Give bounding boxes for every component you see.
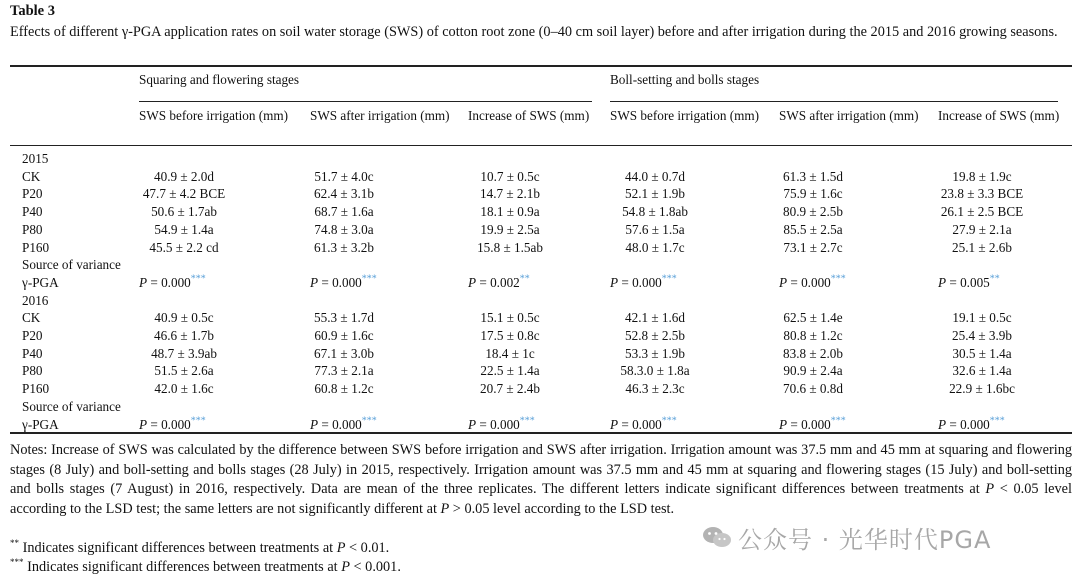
- table-cell: 52.1 ± 1.9b: [625, 186, 685, 202]
- table-cell: 32.6 ± 1.4a: [952, 363, 1012, 379]
- table-notes: Notes: Increase of SWS was calculated by the difference between SWS before irrigation and SWS after irrigation. Irrigation amount was 37.5 mm and 45 mm at squaring and flowering stages (8 July) and boll-setting and bolls stages (28 July) in 2015, respectively. Irrigation amount was 37.5 mm and 45 mm at squaring and flowering stages (15 July) and boll-setting and bolls stages (7 August) in 2016, respectively. Data are mean of the three replicates. The different letters indicate significant differences between treatments at P < 0.05 level according to the LSD test; the same letters are not significantly different at P > 0.05 level according to the LSD test.: [10, 442, 1072, 517]
- wechat-icon: [702, 525, 732, 557]
- table-cell: 58.3.0 ± 1.8a: [620, 363, 690, 379]
- table-cell: 90.9 ± 2.4a: [783, 363, 843, 379]
- p-value-cell: P = 0.000***: [310, 273, 377, 290]
- table-cell: 17.5 ± 0.8c: [480, 328, 540, 343]
- table-cell: 51.7 ± 4.0c: [314, 168, 374, 184]
- p-value-cell: P = 0.000***: [468, 415, 535, 432]
- table-cell: 61.3 ± 3.2b: [314, 239, 374, 255]
- table-cell: 50.6 ± 1.7ab: [151, 204, 217, 220]
- table-cell: 52.8 ± 2.5b: [625, 328, 685, 343]
- table-cell: 48.0 ± 1.7c: [625, 239, 685, 255]
- table-cell: 75.9 ± 1.6c: [783, 186, 843, 202]
- table-cell: 18.1 ± 0.9a: [480, 204, 540, 220]
- table-cell: 20.7 ± 2.4b: [480, 381, 540, 397]
- p-value-cell: P = 0.000***: [610, 273, 677, 290]
- table-cell: 80.9 ± 2.5b: [783, 204, 843, 220]
- treatment-name: P160: [22, 239, 50, 255]
- table-cell: 60.8 ± 1.2c: [314, 381, 374, 397]
- table-top-rule: [10, 65, 1072, 67]
- p-value-cell: P = 0.002**: [468, 273, 530, 290]
- table-cell: 60.9 ± 1.6c: [314, 328, 374, 343]
- table-cell: 22.5 ± 1.4a: [480, 363, 540, 379]
- treatment-name: P160: [22, 381, 50, 397]
- table-cell: 18.4 ± 1c: [485, 345, 535, 361]
- table-label: Table 3: [10, 3, 55, 19]
- table-cell: 80.8 ± 1.2c: [783, 328, 843, 343]
- table-cell: 25.1 ± 2.6b: [952, 239, 1012, 255]
- table-cell: 61.3 ± 1.5d: [783, 168, 843, 184]
- table-caption: Effects of different γ-PGA application rates on soil water storage (SWS) of cotton root zone (0–40 cm soil layer) before and after irrigation during the 2015 and 2016 growing seasons.: [10, 24, 1058, 40]
- p-value-cell: P = 0.000***: [139, 415, 206, 432]
- table-cell: 47.7 ± 4.2 BCE: [142, 186, 226, 202]
- table-cell: 40.9 ± 2.0d: [154, 168, 214, 184]
- table-cell: 42.0 ± 1.6c: [154, 381, 214, 397]
- column-group-squaring: Squaring and flowering stages: [139, 72, 300, 87]
- watermark: 公众号 · 光华时代PGA: [702, 520, 991, 557]
- treatment-name: P40: [22, 345, 43, 361]
- treatment-name: CK: [22, 310, 41, 326]
- column-header: Increase of SWS (mm): [468, 108, 590, 123]
- treatment-name: P20: [22, 186, 43, 202]
- table-cell: 26.1 ± 2.5 BCE: [940, 204, 1024, 220]
- table-cell: 51.5 ± 2.6a: [154, 363, 214, 379]
- table-cell: 25.4 ± 3.9b: [952, 328, 1012, 343]
- table-cell: 40.9 ± 0.5c: [154, 310, 214, 326]
- table-cell: 54.8 ± 1.8ab: [622, 204, 688, 220]
- table-cell: 45.5 ± 2.2 cd: [149, 239, 219, 255]
- table-cell: 46.6 ± 1.7b: [154, 328, 214, 343]
- column-group-boll: Boll-setting and bolls stages: [610, 72, 760, 87]
- table-cell: 74.8 ± 3.0a: [314, 221, 374, 237]
- column-header: Increase of SWS (mm): [938, 108, 1060, 123]
- source-of-variance-label: Source of variance: [22, 257, 121, 273]
- p-value-cell: P = 0.000***: [779, 273, 846, 290]
- table-cell: 67.1 ± 3.0b: [314, 345, 374, 361]
- treatment-name: CK: [22, 168, 41, 184]
- table-cell: 57.6 ± 1.5a: [625, 221, 685, 237]
- p-value-cell: P = 0.000***: [779, 415, 846, 432]
- table-cell: 19.8 ± 1.9c: [952, 168, 1012, 184]
- p-value-cell: P = 0.000***: [938, 415, 1005, 432]
- footnote-double-star: ** Indicates significant differences between treatments at P < 0.01.: [10, 538, 390, 556]
- table-cell: 46.3 ± 2.3c: [625, 381, 685, 397]
- group1-rule: [139, 101, 592, 102]
- table-cell: 68.7 ± 1.6a: [314, 204, 374, 220]
- column-header: SWS after irrigation (mm): [310, 108, 450, 123]
- table-cell: 19.1 ± 0.5c: [952, 310, 1012, 326]
- treatment-name: P20: [22, 328, 43, 343]
- header-bottom-rule: [10, 145, 1072, 146]
- p-value-cell: P = 0.000***: [139, 273, 206, 290]
- table-cell: 62.5 ± 1.4e: [783, 310, 843, 326]
- table-cell: 53.3 ± 1.9b: [625, 345, 685, 361]
- p-value-cell: P = 0.005**: [938, 273, 1000, 290]
- table-cell: 27.9 ± 2.1a: [952, 221, 1012, 237]
- table-cell: 14.7 ± 2.1b: [480, 186, 540, 202]
- table-cell: 54.9 ± 1.4a: [154, 221, 214, 237]
- p-value-cell: P = 0.000***: [310, 415, 377, 432]
- year-label: 2015: [22, 151, 49, 166]
- table-cell: 44.0 ± 0.7d: [625, 168, 685, 184]
- column-header: SWS after irrigation (mm): [779, 108, 919, 123]
- pga-label: γ-PGA: [22, 416, 59, 432]
- table-cell: 42.1 ± 1.6d: [625, 310, 685, 326]
- table-cell: 85.5 ± 2.5a: [783, 221, 843, 237]
- table-cell: 19.9 ± 2.5a: [480, 221, 540, 237]
- column-header: SWS before irrigation (mm): [139, 108, 289, 123]
- table-cell: 15.1 ± 0.5c: [480, 310, 540, 326]
- treatment-name: P80: [22, 363, 43, 379]
- treatment-name: P80: [22, 221, 43, 237]
- table-cell: 22.9 ± 1.6bc: [949, 381, 1015, 397]
- table-cell: 73.1 ± 2.7c: [783, 239, 843, 255]
- p-value-cell: P = 0.000***: [610, 415, 677, 432]
- column-header: SWS before irrigation (mm): [610, 108, 760, 123]
- table-cell: 23.8 ± 3.3 BCE: [940, 186, 1024, 202]
- group2-rule: [610, 101, 1058, 102]
- footnote-triple-star: *** Indicates significant differences between treatments at P < 0.001.: [10, 557, 401, 575]
- table-cell: 62.4 ± 3.1b: [314, 186, 374, 202]
- source-of-variance-label: Source of variance: [22, 398, 121, 414]
- pga-label: γ-PGA: [22, 274, 59, 290]
- year-label: 2016: [22, 292, 49, 308]
- treatment-name: P40: [22, 204, 43, 220]
- table-cell: 55.3 ± 1.7d: [314, 310, 374, 326]
- table-cell: 77.3 ± 2.1a: [314, 363, 374, 379]
- table-cell: 70.6 ± 0.8d: [783, 381, 843, 397]
- table-cell: 15.8 ± 1.5ab: [477, 239, 543, 255]
- table-cell: 30.5 ± 1.4a: [952, 345, 1012, 361]
- table-cell: 48.7 ± 3.9ab: [151, 345, 217, 361]
- table-cell: 83.8 ± 2.0b: [783, 345, 843, 361]
- table-cell: 10.7 ± 0.5c: [480, 168, 540, 184]
